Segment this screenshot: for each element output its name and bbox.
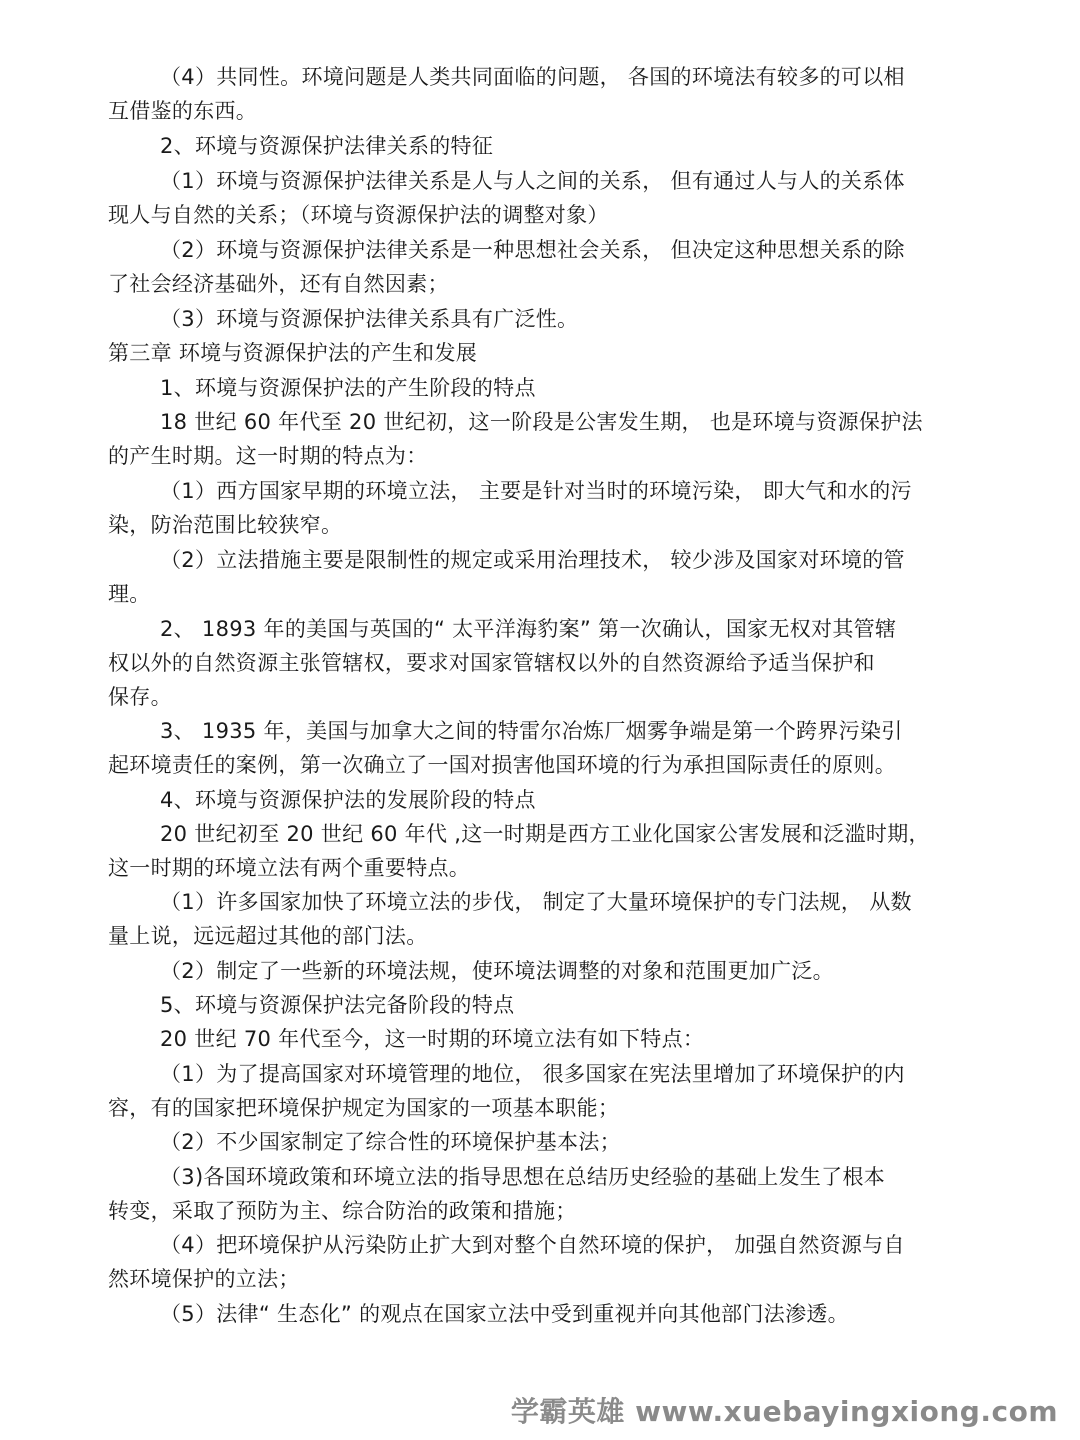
text-line: 互借鉴的东西。: [108, 99, 258, 123]
text-line: （1）为了提高国家对环境管理的地位， 很多国家在宪法里增加了环境保护的内: [160, 1062, 905, 1086]
text-line: （3）环境与资源保护法律关系具有广泛性。: [160, 307, 579, 331]
text-line: （4）共同性。环境问题是人类共同面临的问题， 各国的环境法有较多的可以相: [160, 65, 905, 89]
text-line: （4）把环境保护从污染防止扩大到对整个自然环境的保护， 加强自然资源与自: [160, 1233, 905, 1257]
text-line: 保存。: [108, 685, 172, 709]
text-line: 20 世纪初至 20 世纪 60 年代 ,这一时期是西方工业化国家公害发展和泛滥时期，: [160, 822, 930, 846]
text-line: 18 世纪 60 年代至 20 世纪初，这一阶段是公害发生期， 也是环境与资源保护法: [160, 410, 923, 434]
text-line: 20 世纪 70 年代至今，这一时期的环境立法有如下特点：: [160, 1027, 705, 1051]
text-line: 然环境保护的立法；: [108, 1267, 300, 1291]
text-line: 现人与自然的关系；（环境与资源保护法的调整对象）: [108, 203, 609, 227]
text-line: 了社会经济基础外，还有自然因素；: [108, 272, 449, 296]
text-line: （1）环境与资源保护法律关系是人与人之间的关系， 但有通过人与人的关系体: [160, 169, 905, 193]
text-line: 起环境责任的案例，第一次确立了一国对损害他国环境的行为承担国际责任的原则。: [108, 753, 897, 777]
text-line: （2）不少国家制定了综合性的环境保护基本法；: [160, 1130, 621, 1154]
text-line: （2）制定了一些新的环境法规，使环境法调整的对象和范围更加广泛。: [160, 959, 834, 983]
text-line: 理。: [108, 582, 151, 606]
section-heading: 2、环境与资源保护法律关系的特征: [160, 134, 494, 158]
text-line: （1）许多国家加快了环境立法的步伐， 制定了大量环境保护的专门法规， 从数: [160, 890, 912, 914]
text-line: （3)各国环境政策和环境立法的指导思想在总结历史经验的基础上发生了根本: [160, 1165, 886, 1189]
text-line: 量上说，远远超过其他的部门法。: [108, 924, 428, 948]
chapter-heading: 第三章 环境与资源保护法的产生和发展: [108, 341, 478, 365]
section-heading: 4、环境与资源保护法的发展阶段的特点: [160, 788, 536, 812]
text-line: （1）西方国家早期的环境立法， 主要是针对当时的环境污染， 即大气和水的污: [160, 479, 912, 503]
section-heading: 3、 1935 年，美国与加拿大之间的特雷尔冶炼厂烟雾争端是第一个跨界污染引: [160, 719, 903, 743]
site-watermark: 学霸英雄 www.xuebayingxiong.com: [510, 1395, 1058, 1428]
text-line: （5）法律“ 生态化” 的观点在国家立法中受到重视并向其他部门法渗透。: [160, 1302, 849, 1326]
text-line: 转变，采取了预防为主、综合防治的政策和措施；: [108, 1199, 577, 1223]
text-line: （2）环境与资源保护法律关系是一种思想社会关系， 但决定这种思想关系的除: [160, 238, 905, 262]
text-line: 染，防治范围比较狭窄。: [108, 513, 343, 537]
section-heading: 1、环境与资源保护法的产生阶段的特点: [160, 376, 536, 400]
text-line: 这一时期的环境立法有两个重要特点。: [108, 856, 471, 880]
text-line: 权以外的自然资源主张管辖权，要求对国家管辖权以外的自然资源给予适当保护和: [108, 651, 875, 675]
text-line: （2）立法措施主要是限制性的规定或采用治理技术， 较少涉及国家对环境的管: [160, 548, 905, 572]
text-line: 容，有的国家把环境保护规定为国家的一项基本职能；: [108, 1096, 620, 1120]
section-heading: 5、环境与资源保护法完备阶段的特点: [160, 993, 515, 1017]
text-line: 的产生时期。这一时期的特点为：: [108, 444, 428, 468]
section-heading: 2、 1893 年的美国与英国的“ 太平洋海豹案” 第一次确认，国家无权对其管辖: [160, 617, 897, 641]
